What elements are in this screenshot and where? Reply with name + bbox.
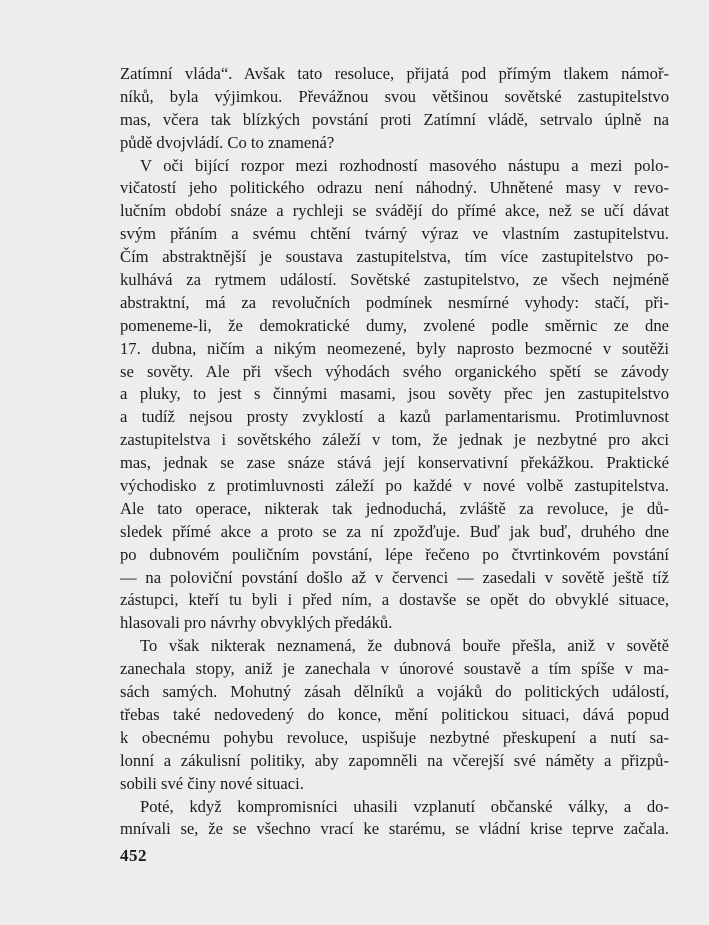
text-line: po dubnovém pouličním povstání, lépe řečeno po čtvrtinkovém povstání bbox=[120, 544, 669, 564]
text-line: sobili své činy nové situaci. bbox=[120, 773, 304, 793]
text-line: sledek přímé akce a proto se za ní zpožďuje. Buď jak buď, druhého dne bbox=[120, 521, 669, 541]
text-line: a tudíž nejsou prosty zvyklostí a kazů parlamentarismu. Protimluvnost bbox=[120, 407, 669, 427]
text-line: lučním období snáze a rychleji se svádějí do přímé akce, než se učí dávat bbox=[120, 201, 669, 221]
text-line: zanechala stopy, aniž je zanechala v únorové soustavě a tím spíše v ma- bbox=[120, 659, 669, 679]
text-line: k obecnému pohybu revoluce, uspišuje nezbytné přeskupení a nutí sa- bbox=[120, 727, 669, 747]
text-line: zastupitelstva i sovětského záleží v tom, že jednak je nezbytné pro akci bbox=[120, 430, 669, 450]
text-line: pomeneme-li, že demokratické dumy, zvolené podle směrnic ze dne bbox=[120, 315, 669, 335]
text-line: kulhává za rytmem událostí. Sovětské zastupitelstvo, ze všech nejméně bbox=[120, 270, 669, 290]
text-line: a pluky, to jest s činnými masami, jsou sověty přec jen zastupitelstvo bbox=[120, 384, 669, 404]
text-line: východisko z protimluvnosti záleží po každé v nové volbě zastupitelstva. bbox=[120, 476, 669, 496]
text-line: se sověty. Ale při všech výhodách svého organického spětí se závody bbox=[120, 361, 669, 381]
text-line: lonní a zákulisní politiky, aby zapomněli na včerejší své náměty a přizpů- bbox=[120, 750, 669, 770]
text-line: hlasovali pro návrhy obvyklých předáků. bbox=[120, 613, 393, 633]
text-line: V oči bijící rozpor mezi rozhodností masového nástupu a mezi polo- bbox=[140, 155, 669, 175]
text-line: To však nikterak neznamená, že dubnová bouře přešla, aniž v sovětě bbox=[140, 636, 669, 656]
text-line: Zatímní vláda“. Avšak tato resoluce, přijatá pod přímým tlakem námoř- bbox=[120, 64, 669, 83]
text-line: Čím abstraktnější je soustava zastupitelstva, tím více zastupitelstvo po- bbox=[120, 247, 669, 267]
text-line: svým přáním a svému chtění tvárný výraz ve vlastním zastupitelstvu. bbox=[120, 224, 669, 244]
text-line: vičatostí jeho politického odrazu není náhodný. Uhnětené masy v revo- bbox=[120, 178, 669, 198]
text-line: mas, jednak se zase snáze stává její konservativní překážkou. Praktické bbox=[120, 453, 669, 473]
page-number: 452 bbox=[120, 846, 147, 865]
text-line: mas, včera tak blízkých povstání proti Zatímní vládě, setrvalo úplně na bbox=[120, 109, 669, 129]
text-line: níků, byla výjimkou. Převážnou svou většinou sovětské zastupitelstvo bbox=[120, 86, 669, 106]
text-line: Ale tato operace, nikterak tak jednoduchá, zvláště za revoluce, je dů- bbox=[120, 498, 669, 518]
text-line: abstraktní, má za revolučních podmínek nesmírné vyhody: stačí, při- bbox=[120, 292, 669, 312]
text-line: sách samých. Mohutný zásah dělníků a vojáků do politických událostí, bbox=[120, 682, 669, 702]
text-line: půdě dvojvládí. Co to znamená? bbox=[120, 132, 335, 152]
text-line: Poté, když kompromisníci uhasili vzplanutí občanské války, a do- bbox=[140, 796, 669, 816]
text-line: třebas také nedovedený do konce, mění politickou situaci, dává popud bbox=[120, 704, 669, 724]
body-text bbox=[120, 63, 669, 841]
text-line: mnívali se, že se všechno vrací ke starému, se vládní krise teprve začala. bbox=[120, 819, 669, 839]
text-line: — na poloviční povstání došlo až v červenci — zasedali v sovětě ještě tíž bbox=[120, 567, 669, 587]
text-line: zástupci, kteří tu byli i před ním, a dostavše se opět do obvyklé situace, bbox=[120, 590, 669, 610]
text-line: 17. dubna, ničím a nikým neomezené, byly naprosto bezmocné v soutěži bbox=[120, 338, 669, 358]
